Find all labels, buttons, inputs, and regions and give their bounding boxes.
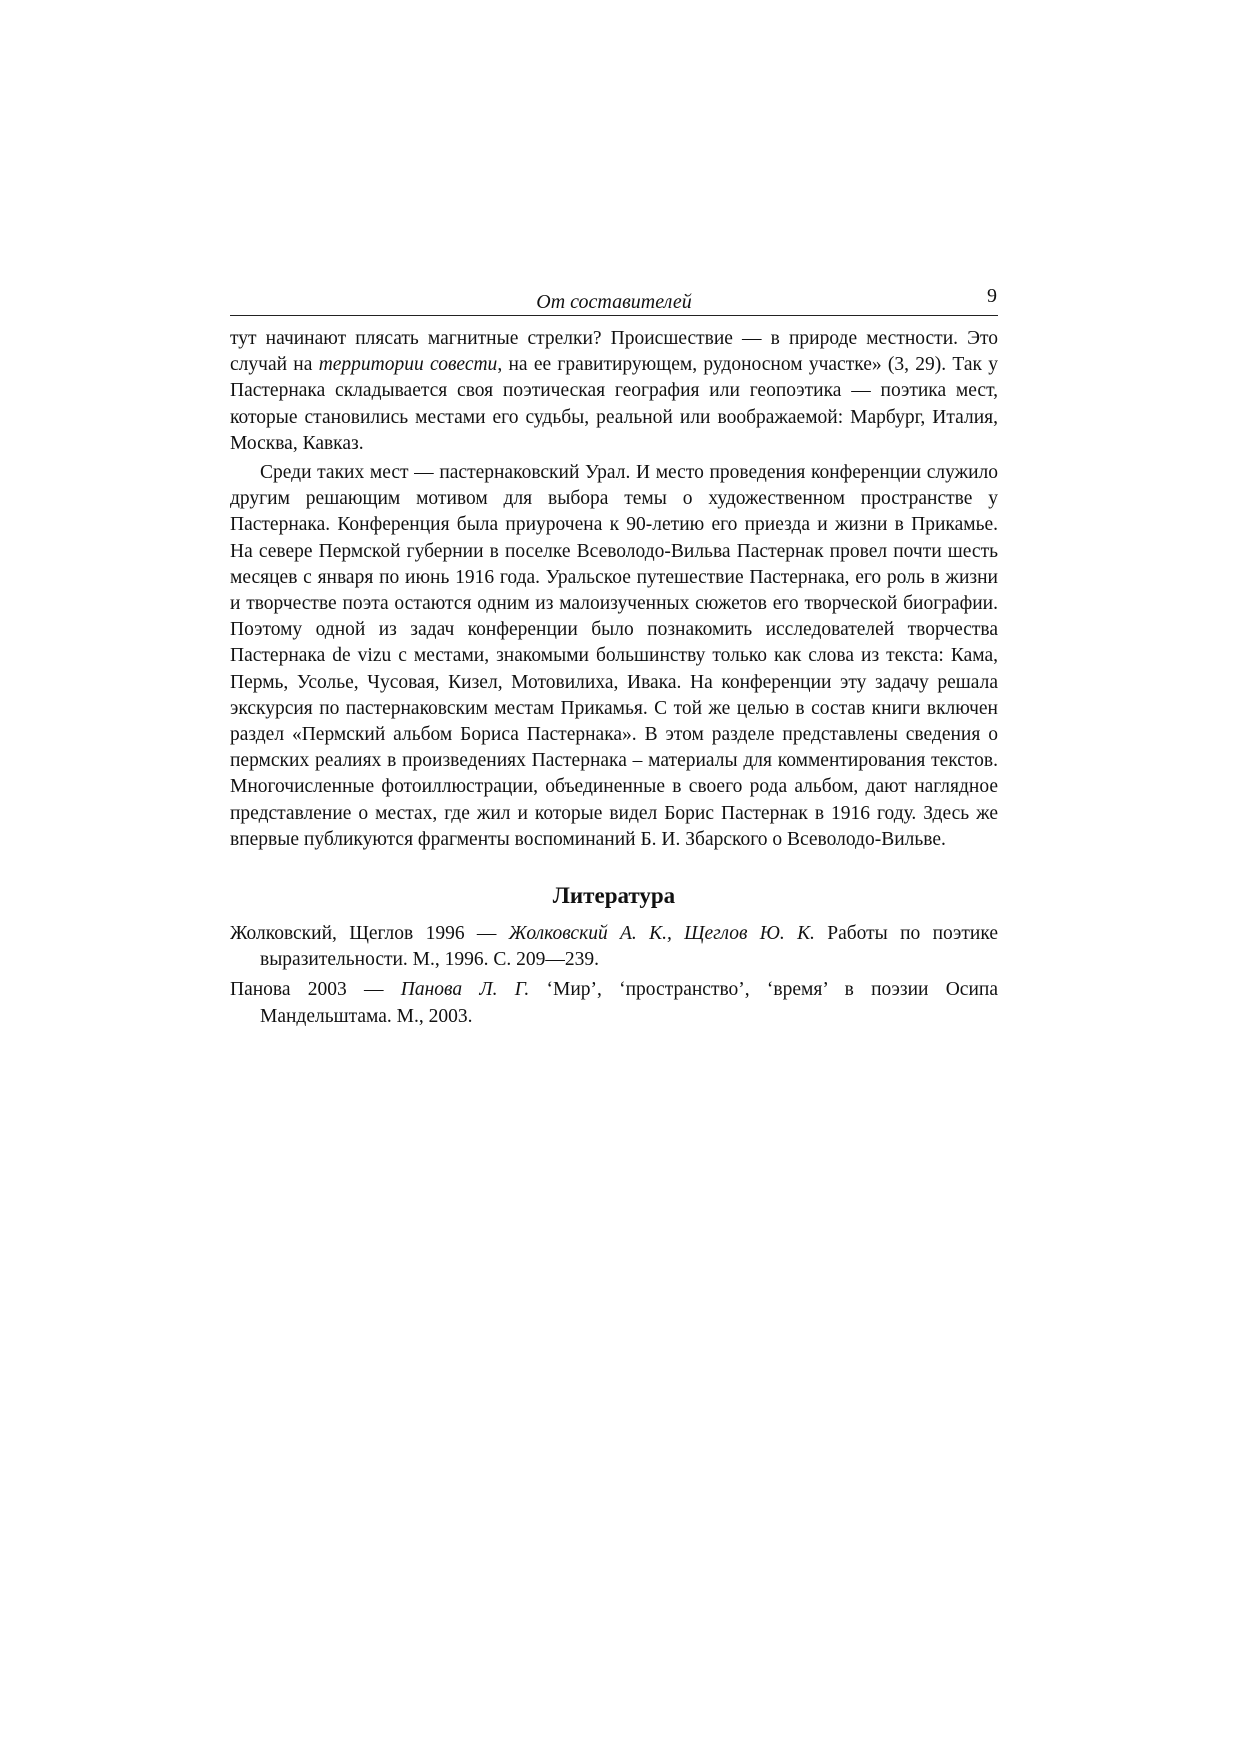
ref-short-title: Жолковский, Щеглов 1996 — [230, 923, 509, 945]
text-run: Среди таких мест — пастернаковский Урал. И место проведения конференции служило другим решающим мотивом для выбора темы о художественном пространстве у Пастернака. Конференция была приурочена к 90-летию его приезда и жизни в Прикамье. На севере Пермской губернии в поселке Всеволодо-Вильва Пастернак провел почти шесть месяцев с января по июнь 1916 года. Уральское путешествие Пастернака, его роль в жизни и творчестве поэта остаются одним из малоизученных сюжетов его творческой биографии. Поэтому одной из задач конференции было познакомить исследователей творчества Пастернака de vizu с местами, знакомыми большинству только как слова из текста: Кама, Пермь, Усолье, Чусовая, Кизел, Мотовилиха, Ивака. На конференции эту задачу решала экскурсия по пастернаковским местам Прикамья. С той же целью в состав книги включен раздел «Пермский альбом Бориса Пастернака». В этом разделе представлены сведения о пермских реалиях в произведениях Пастернака – материалы для комментирования текстов. Многочисленные фотоиллюстрации, объединенные в своего рода альбом, дают наглядное представление о местах, где жил и которые видел Борис Пастернак в 1916 году. Здесь же впервые публикуются фрагменты воспоминаний Б. И. Збарского о Всеволодо-Вильве. [230, 462, 998, 850]
ref-details: Работы по поэтике выразительности. М., 1996. С. 209—239. [260, 923, 998, 971]
references-list [230, 921, 998, 1030]
body-text [230, 326, 998, 853]
text-run: , на ее гравитирующем, рудоносном участке» (3, 29). Так у Пастернака складывается своя поэтическая география или геопоэтика — поэтика мест, которые становились местами его судьбы, реальной или воображаемой: Марбург, Италия, Москва, Кавказ. [230, 354, 999, 454]
text-run: тут начинают плясать магнитные стрелки? Происшествие — в природе местности. Это случай на [230, 328, 998, 376]
ref-short-title: Панова 2003 — [230, 979, 401, 1001]
running-header [230, 283, 998, 316]
page-number: 9 [987, 285, 997, 307]
ref-authors: Панова Л. Г. [400, 979, 530, 1001]
running-title: От составителей [536, 291, 692, 313]
paragraph [230, 460, 998, 853]
paragraph [230, 326, 998, 457]
ref-details: ‘Мир’, ‘пространство’, ‘время’ в поэзии Осипа Мандельштама. М., 2003. [260, 979, 998, 1027]
italic-text-run: территории совести [318, 354, 498, 376]
book-page [230, 283, 998, 1034]
references-heading: Литература [552, 883, 676, 909]
reference-item [230, 921, 998, 973]
ref-authors: Жолковский А. К., Щеглов Ю. К. [508, 923, 815, 945]
reference-item [230, 977, 998, 1029]
